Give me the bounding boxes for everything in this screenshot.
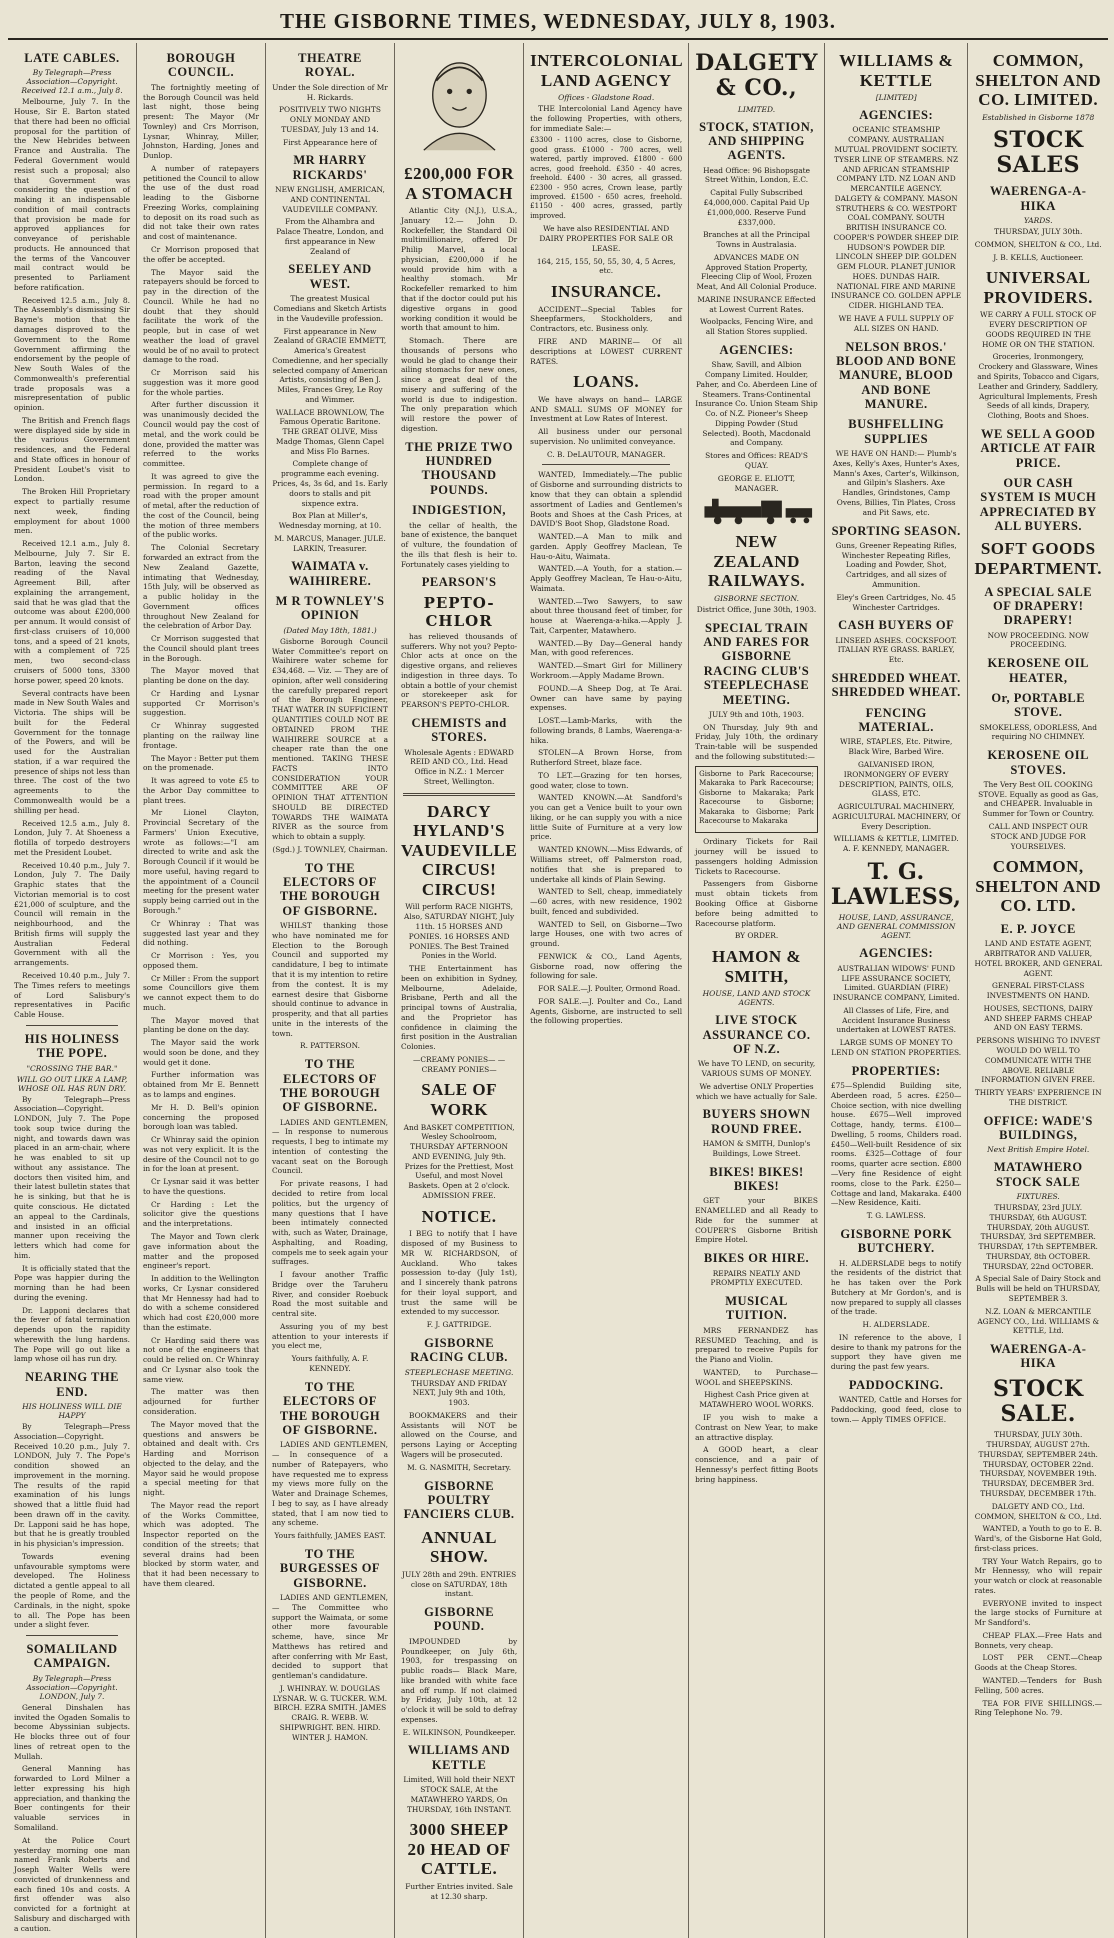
bushfelling-heading: BUSHFELLING SUPPLIES: [848, 417, 945, 446]
stock-sales-heading: STOCK SALES: [992, 126, 1084, 178]
article-paragraph: Cr Whinray suggested planting on the railway line frontage.: [143, 721, 259, 750]
ad-text: BOOKMAKERS and their Assistants will NOT be allowed on the Course, and persons Laying or Accepting Wagers will be prosecuted.: [401, 1410, 518, 1459]
ad-signature: T. G. LAWLESS.: [866, 1211, 926, 1221]
ad-text: Under the Sole direction of Mr H. Rickards.: [272, 82, 388, 102]
article-paragraph: It is officially stated that the Pope was happier during the morning than he had been during the evening.: [14, 1263, 130, 1302]
kerosene-heading: KEROSENE OIL HEATER,: [987, 656, 1089, 685]
ad-text: First appearance in New Zealand of GRACIE EMMETT, America's Greatest Comedienne, and her specially selected company of American Artists, consisting of Ben J. Miles, Frances Grey, Le Roy and Wimmer.: [272, 326, 388, 404]
article-paragraph: After further discussion it was unanimously decided the Council would pay the cost of metal, and the work could be done, provided the matter was referred to the works committee.: [143, 400, 259, 469]
article-paragraph: Cr Morrison proposed that the offer be accepted.: [143, 245, 259, 264]
ad-text: CALL AND INSPECT OUR STOCK AND JUDGE FOR YOURSELVES.: [988, 822, 1088, 851]
chemists-heading: CHEMISTS and STORES.: [411, 715, 507, 745]
circus-heading: DARCY HYLAND'S VAUDEVILLE CIRCUS! CIRCUS!: [401, 801, 518, 899]
sell-heading: WE SELL A GOOD ARTICLE AT FAIR PRICE.: [980, 426, 1096, 470]
ad-text: JULY 28th and 29th. ENTRIES close on SATURDAY, 18th instant.: [402, 1569, 517, 1599]
cash-buyers-heading: CASH BUYERS OF: [838, 618, 955, 633]
classified-ad: WANTED.—A Youth, for a station.— Apply Geoffrey Maclean, Te Hau-o-Aitu, Waimata.: [530, 564, 683, 593]
lawless-agencies-heading: AGENCIES:: [859, 946, 934, 961]
butchery-heading: GISBORNE PORK BUTCHERY.: [840, 1226, 953, 1256]
classified-ad: EVERYONE invited to inspect the large stocks of Furniture at Mr Sandford's.: [974, 1598, 1102, 1628]
ad-text: HOUSES, SECTIONS, DAIRY AND SHEEP FARMS CHEAP AND ON EASY TERMS.: [983, 1003, 1093, 1033]
nearing-heading: NEARING THE END.: [25, 1370, 119, 1399]
article-paragraph: The Mayor moved that the questions and answers be obtained and dealt with. Crs Harding and Morrison objected to the delay, and the Mayor said he would propose a special meeting for that night.: [143, 1419, 259, 1498]
ad-text: Eley's Green Cartridges, No. 45 Winchester Cartridges.: [836, 592, 956, 612]
article-paragraph: Further information was obtained from Mr E. Bennett as to lamps and engines.: [143, 1070, 259, 1100]
ad-text: LAND AND ESTATE AGENT, ARBITRATOR AND VALUER, HOTEL BROKER, AND GENERAL AGENT.: [974, 939, 1102, 978]
article-paragraph: Cr Harding and Lysnar supported Cr Morrison's suggestion.: [143, 688, 259, 718]
late-cables-heading: LATE CABLES.: [24, 51, 120, 65]
electors-heading: TO THE ELECTORS OF THE BOROUGH OF GISBORNE.: [279, 860, 381, 918]
burgesses-heading: TO THE BURGESSES OF GISBORNE.: [279, 1546, 381, 1590]
article-paragraph: Mr H. D. Bell's opinion concerning the proposed borough loan was tabled.: [143, 1102, 259, 1132]
ad-text: AUSTRALIAN WIDOWS' FUND LIFE ASSURANCE SOCIETY, Limited. GUARDIAN (FIRE) INSURANCE COMPANY, Limited.: [832, 963, 960, 1003]
agencies-heading: AGENCIES:: [719, 342, 794, 357]
ad-text: From the Alhambra and Palace Theatre, London, and first appearance in New Zealand of: [276, 217, 384, 256]
article-paragraph: The British and French flags were displayed side by side in the various Government residences, and the Federal and State offices in honour of President Loubet's visit to London.: [14, 415, 130, 484]
pope-sub: "CROSSING THE BAR.": [26, 1063, 118, 1073]
ad-text: We have always on hand— LARGE AND SMALL SUMS OF MONEY for Investment at Low Rates of Interest.: [530, 394, 683, 424]
dalgety-agents: STOCK, STATION, AND SHIPPING AGENTS.: [699, 119, 814, 163]
column-7: [825, 43, 969, 1938]
cycles-heading: BIKES OR HIRE.: [703, 1251, 810, 1266]
lawless-sub: HOUSE, LAND, ASSURANCE, AND GENERAL COMMISSION AGENT.: [837, 913, 956, 941]
pearsons-heading: PEARSON'S: [421, 575, 497, 590]
hamon-sub: HOUSE, LAND AND STOCK AGENTS.: [702, 989, 811, 1008]
divider: [403, 793, 515, 796]
common-shelton-heading: COMMON, SHELTON AND CO. LIMITED.: [975, 51, 1102, 110]
waimata-heading: WAIMATA v. WAIHIRERE.: [288, 559, 372, 588]
theatre-name: MR HARRY RICKARDS': [292, 153, 368, 182]
ad-signature: (Sgd.) J. TOWNLEY, Chairman.: [272, 844, 388, 854]
council-heading: BOROUGH COUNCIL.: [166, 51, 236, 80]
ad-text: WHILST thanking those who have nominated me for Election to the Borough Council and supported my candidature, I beg to intimate that it is my intention to retire from the contest. It is my earnest desire that Gisborne should continue to advance in prosperity, and that all parties unite in the interests of the town.: [272, 921, 388, 1038]
locomotive-icon: [695, 496, 818, 526]
classified-ad: WANTED to Sell, cheap, immediately—60 acres, with new residence, 1902 built, fenced and subdivided.: [530, 887, 683, 916]
ad-text: LADIES AND GENTLEMEN,— In response to numerous requests, I beg to intimate my intention of contesting the vacant seat on the Borough Council.: [272, 1117, 388, 1176]
ad-text: THURSDAY AND FRIDAY NEXT, July 9th and 10th, 1903.: [411, 1378, 508, 1408]
classified-ad: WANTED, a Youth to go to E. B. Ward's, of the Gisborne Hat Gold, first-class prices.: [974, 1524, 1102, 1553]
ad-text: District Office, June 30th, 1903.: [696, 604, 817, 614]
waerenga-heading: WAERENGA-A-HIKA: [989, 184, 1087, 213]
agencies-list: OCEANIC STEAMSHIP COMPANY. AUSTRALIAN MUTUAL PROVIDENT SOCIETY. TYSER LINE OF STEAMERS. NZ AND AFRICAN STEAMSHIP COMPANY LTD. NZ LOAN AND MERCANTILE AGENCY. DALGETY & COMPANY. MASON STRUTHERS & CO. WESTPORT COAL COMPANY. SOUTH BRITISH INSURANCE CO. COOPER'S POWDER SHEEP DIP. HUDSON'S POWDER DIP. LINCOLN SHEEP DIP. GOLDEN GEM FLOUR. PLANET JUNIOR HOES. DUNDAS HAIR. NATIONAL FIRE AND MARINE INSURANCE CO. GOLDEN APPLE CIDER. HIGHLAND TEA.: [831, 125, 962, 311]
ad-text: WIRE, STAPLES, Etc. Pitwire, Black Wire, Barbed Wire.: [840, 737, 953, 757]
ad-text: H. ALDERSLADE begs to notify the residents of the district that he has taken over the Pork Butchery at Mr Gordon's, and is now prepared to supply all classes of the trade.: [830, 1258, 962, 1317]
ad-text: GENERAL FIRST-CLASS INVESTMENTS ON HAND.: [986, 981, 1090, 1001]
ad-text: Wholesale Agents : EDWARD REID AND CO., Ltd. Head Office in N.Z.: 1 Mercer Street, Wellington.: [404, 747, 514, 786]
ad-text: We have TO LEND, on security, VARIOUS SUMS OF MONEY.: [697, 1059, 816, 1079]
lawless-heading: T. G. LAWLESS,: [830, 858, 962, 911]
ad-signature: H. ALDERSLADE.: [862, 1320, 930, 1330]
article-paragraph: Received 10.40 p.m., July 7. London, July 7. The Daily Graphic states that the Victorian memorial is to cost £21,000 of sculpture, and the Council will remain in the neighbourhood, and the British firms will supply the Australian Federal Government with all the arrangements.: [14, 860, 130, 968]
article-paragraph: The fortnightly meeting of the Borough Council was held last night, those being present: The Mayor (Mr Townley) and Crs Morrison, Lysnar, Whinray, Miller, Johnston, Harding, Jones and Dunlop.: [143, 82, 259, 161]
hamon-heading: HAMON & SMITH,: [712, 947, 802, 986]
ad-text: Atlantic City (N.J.), U.S.A., January 12.— John D. Rockefeller, the Standard Oil multimillionaire, offered Dr Philip Marvel, a local physician, £200,000 if he would provide him with a healthy stomach. Mr Rockefeller remarked to him that if the doctor could put his digestive organs in good working condition it would be worth that amount to him.: [401, 206, 518, 333]
theatre-heading: THEATRE ROYAL.: [298, 51, 362, 80]
somaliland-sub: By Telegraph—Press Association—Copyright. LONDON, July 7.: [26, 1673, 118, 1701]
article-paragraph: Cr Harding said there was not one of the engineers that could be relied on. Cr Whinray and Cr Lysnar also took the same view.: [143, 1335, 259, 1384]
article-paragraph: Mr Lionel Clayton, Provincial Secretary of the Farmers' Union Executive, wrote as follows:—"I am directed to write and ask the Borough Council if it would be more useful, having regard to the appointment of a Council meeting for the present water supply being carried out in the Borough.": [143, 808, 259, 915]
column-2: [137, 43, 266, 1938]
ad-signature: F. J. GATTRIDGE.: [426, 1320, 492, 1330]
ad-text: GALVANISED IRON, IRONMONGERY OF EVERY DESCRIPTION, PAINTS, OILS, GLASS, ETC.: [838, 759, 954, 799]
ad-text: 164, 215, 155, 50, 55, 30, 4, 5 Acres, etc.: [536, 256, 676, 276]
article-paragraph: Melbourne, July 7. In the House, Sir E. Barton stated that there had been no official proposal for the partition of the New Hebrides between France and Australia. The Federal Government would resist such a proposal; also that Government was considering the question of making it an indispensable condition of mail contracts that provision be made for approved appliances for conveyance of perishable products. He announced that the terms of the Vancouver mail contract would be presented to Parliament before ratification.: [14, 97, 130, 292]
classified-ad: FENWICK & CO., Land Agents, Gisborne road, now offering the following for sale.: [530, 951, 683, 981]
ad-text: SMOKELESS, ODORLESS, And requiring NO CHIMNEY.: [979, 722, 1097, 742]
joyce-heading: E. P. JOYCE: [1000, 921, 1076, 936]
buyers-heading: BUYERS SHOWN ROUND FREE.: [702, 1107, 811, 1136]
columns: [8, 43, 1108, 1933]
classified-ad: WANTED to Sell, on Gisborne—Two large Houses, one with two acres of ground.: [530, 919, 683, 949]
article-paragraph: Several contracts have been made in New South Wales and Victoria. The ships will be built for the Federal Government for the tonnage of the Powers, and will be used for the Australian station, if a war required the presence of ships not less than three. The cost of the two agreements to the Commonwealth would be a shilling per head.: [14, 688, 130, 815]
ad-text: Capital Fully Subscribed £4,000,000. Capital Paid Up £1,000,000. Reserve Fund £337,000.: [703, 188, 810, 227]
notice-heading: NOTICE.: [421, 1206, 497, 1226]
office-sub: Next British Empire Hotel.: [987, 1145, 1090, 1155]
ad-text: ACCIDENT—Special Tables for Sheepfarmers, Stockholders, and Contractors, etc. Business only.: [530, 304, 683, 334]
ad-text: The Very Best OIL COOKING STOVE. Equally as good as Gas, and CHEAPER. Invaluable in Summer for Town or Country.: [978, 779, 1099, 819]
ad-text: WALLACE BROWNLOW, The Famous Operatic Baritone. THE GREAT OLIVE, Miss Madge Thomas, Glenn Capel and Miss Flo Barnes.: [275, 407, 385, 456]
intercolonial-heading: INTERCOLONIAL LAND AGENCY: [530, 51, 684, 90]
article-paragraph: Received 12.1 a.m., July 8. Melbourne, July 7. Sir E. Barton, leaving the second reading of the Naval Agreement Bill, after explaining the arrangement, said that he was glad that the outcome was about £200,000 per annum. It would consist of first-class cruisers of 10,000 tons, and a speed of 21 knots, with a complement of 725 men, two second-class cruisers of 5000 tons, 3300 horse power, speed 20 knots.: [14, 539, 130, 685]
ad-signature: HAMON & SMITH, Dunlop's Buildings, Lowe Street.: [702, 1139, 811, 1158]
soft-goods-heading: SOFT GOODS DEPARTMENT.: [974, 539, 1102, 578]
musical-heading: MUSICAL TUITION.: [725, 1294, 788, 1323]
classified-ad: TEA FOR FIVE SHILLINGS.—Ring Telephone No. 79.: [974, 1698, 1102, 1718]
fencing-heading: FENCING MATERIAL.: [858, 705, 934, 735]
column-5: [524, 43, 689, 1938]
article-paragraph: In addition to the Wellington works, Cr Lysnar considered that Mr Hennessy had had to do with a scheme considered which had cost £20,000 more than the estimate.: [143, 1274, 259, 1332]
ad-text: Branches at all the Principal Towns in Australasia.: [703, 230, 810, 250]
ad-text: WE HAVE ON HAND:— Plumb's Axes, Kelly's Axes, Hunter's Axes, Mann's Axes, Carter's, Wilkinson, and Gilpin's Slashers. Axe Handles, Grindstones, Camp Ovens, Billies, Tin Plates, Cross and Pit Saws, etc.: [832, 449, 960, 517]
sale-of-work-heading: SALE OF WORK: [421, 1080, 497, 1120]
article-paragraph: The Mayor moved that planting be done on the day.: [143, 666, 259, 686]
article-paragraph: At the Police Court yesterday morning one man named Frank Roberts and Joseph Walter Wells were convicted of drunkenness and each fined 10s and costs. A first offender was also convicted for a fortnight at Salisbury and discharged with a caution.: [14, 1835, 130, 1933]
divider: [26, 1635, 118, 1636]
article-paragraph: Cr Whinray : That was suggested last year and they did nothing.: [143, 918, 259, 948]
properties-list: £75—Splendid Building site, Aberdeen road, 5 acres. £250—Choice section, with nice dwelling house. £675—Well improved Cottage, handy, terms. £100—Dwelling, 5 rooms, Childers road. £450—Well-built Residence of six rooms. £325—Cottage of four rooms, quarter acre section. £800—Very fine Residence of eight rooms, close to the Park. £250—Cottage and land, Makaraka. £400—New Residence, Kaiti.: [830, 1081, 962, 1208]
ad-text: LARGE SUMS OF MONEY TO LEND ON STATION PROPERTIES.: [831, 1038, 962, 1057]
ad-text: AGRICULTURAL MACHINERY, AGRICULTURAL MACHINERY, Of Every Description.: [832, 802, 961, 831]
fixtures-list: THURSDAY, JULY 30th. THURSDAY, AUGUST 27th. THURSDAY, SEPTEMBER 24th. THURSDAY, OCTOBER 22nd. THURSDAY, NOVEMBER 19th. THURSDAY, DECEMBER 3rd. THURSDAY, DECEMBER 17th.: [978, 1430, 1098, 1498]
article-paragraph: The Colonial Secretary forwarded an extract from the New Zealand Gazette, intimating that Wednesday, 15th July, will be observed as a public holiday in the Government offices throughout New Zealand for the celebration of Arbor Day.: [143, 543, 259, 631]
ad-text: Guns, Greener Repeating Rifles, Winchester Repeating Rifles, Loading and Powder, Shot, Cartridges, and all sizes of Ammunition.: [835, 540, 957, 589]
classified-ad: WANTED.—By Day—General handy Man, with good references.: [530, 638, 683, 658]
stomach-ad-caption: £200,000 FOR A STOMACH: [404, 164, 515, 203]
ad-signature: M. G. NASMITH, Secretary.: [407, 1462, 512, 1472]
ad-text: THURSDAY, JULY 30th.: [994, 226, 1083, 236]
ad-text: FIRE AND MARINE— Of all descriptions at LOWEST CURRENT RATES.: [530, 337, 683, 366]
ad-text: IMPOUNDED by Poundkeeper, on July 6th, 1903, for trespassing on public roads— Black Mare, like branded with white face and off rump. If not claimed by Friday, July 10th, at 12 o'clock it will be sold to defray expenses.: [401, 1636, 518, 1724]
classified-ad: WANTED.—Tenders for Bush Felling, 500 acres.: [974, 1675, 1102, 1695]
ad-text: JULY 9th and 10th, 1903.: [709, 709, 804, 719]
article-paragraph: By Telegraph—Press Association—Copyright. LONDON, July 7. The Pope took soup twice during the night, and towards dawn was placed in an arm-chair, where he was enabled to sit up without any assistance. The doctors then visited him, and their latest bulletin states that he is sinking, but that he is quite conscious. He dictated an appeal to the Cardinals, and insisted in an official manner upon receiving the letters which had come for him.: [14, 1094, 130, 1260]
article-paragraph: Received 12.5 a.m., July 8. The Assembly's dismissing Sir Bayne's motion that the damages disproved to the Government to the Rome Government affirming the endorsement by the people of New South Wales of the Commonwealth's preferential trade proposals was a misrepresentation of public opinion.: [14, 295, 130, 413]
portrait-illustration: [406, 48, 513, 158]
ad-text: PERSONS WISHING TO INVEST WOULD DO WELL TO COMMUNICATE WITH THE ABOVE. RELIABLE INFORMATION GIVEN FREE.: [976, 1036, 1101, 1085]
kerosene-stoves-heading: KEROSENE OIL STOVES.: [987, 748, 1089, 777]
classified-ad: LOST.—Lamb-Marks, with the following brands, 8 Lambs, Waerenga-a-hika.: [530, 716, 683, 745]
intercolonial-sub: Offices - Gladstone Road.: [558, 93, 655, 103]
ad-text: The greatest Musical Comedians and Sketch Artists in the Vaudeville profession.: [273, 294, 387, 323]
loans-heading: LOANS.: [573, 372, 640, 392]
ad-text: IN reference to the above, I desire to thank my patrons for the support they have given me during the past few years.: [830, 1332, 962, 1372]
column-6: [689, 43, 825, 1938]
ad-text: WE CARRY A FULL STOCK OF EVERY DESCRIPTION OF GOODS REQUIRED IN THE HOME OR ON THE STATION.: [980, 310, 1097, 349]
sporting-heading: SPORTING SEASON.: [831, 523, 961, 538]
article-paragraph: It was agreed to give the permission. In regard to a road with the proper amount of metal, after the reduction of the cost of the Council, being the motion of three members of the public works.: [143, 471, 259, 540]
column-1: [8, 43, 137, 1938]
ad-text: ON Thursday, July 9th and Friday, July 10th, the ordinary Train-table will be suspended and the following substituted:—: [695, 722, 818, 762]
ad-text: NOW PROCEEDING. NOW PROCEEDING.: [987, 630, 1089, 650]
article-paragraph: Dr. Lapponi declares that the fever of fatal termination depends upon the rapidity wherewith the lung hardens. The Pope will go out like a lamp whose oil has run dry.: [14, 1305, 130, 1364]
pope-sub-2: WILL GO OUT LIKE A LAMP, WHOSE OIL HAS RUN DRY.: [16, 1074, 128, 1093]
ad-text: J. B. KELLS, Auctioneer.: [993, 252, 1084, 262]
ad-text: Shaw, Savill, and Albion Company Limited. Houlder, Paher, and Co. Aberdeen Line of Steamers. Trans-Continental Insurance Co. Union Steam Ship Co. of N.Z. Pioneer's Sheep Dipping Powder (Stud Selected). Booth, Macdonald and Company.: [695, 360, 818, 448]
ad-text: Box Plan at Miller's, Wednesday morning, at 10.: [278, 511, 382, 531]
ad-text: All business under our personal supervision. No unlimited conveyance.: [530, 427, 683, 446]
ad-text: We have also RESIDENTIAL AND DAIRY PROPERTIES FOR SALE OR LEASE.: [539, 224, 673, 253]
article-paragraph: Towards evening unfavourable symptoms were developed. The Holiness dictated a gentle appeal to all the people of Rome, and the Cardinals, in the night, spoke to all. The Pope has been under a slight fever.: [14, 1551, 130, 1630]
classified-ad: TRY Your Watch Repairs, go to Mr Hennessy, who will repair your watch or clock at reasonable rates.: [974, 1556, 1102, 1595]
ad-text: Assuring you of my best attention to your interests if you elect me,: [272, 1321, 388, 1351]
ad-text: GET your BIKES ENAMELLED and all Ready to Ride for the summer at COUPER'S Gisborne British Empire Hotel.: [695, 1196, 818, 1245]
article-paragraph: A number of ratepayers petitioned the Council to allow the use of the dust road leading to the Gisborne Freezing Works, complaining to deposit on its road such as did not take their own rates and cost of maintenance.: [143, 163, 259, 242]
classified-ad: STOLEN—A Brown Horse, from Rutherford Street, blaze face.: [530, 748, 683, 768]
live-stock-heading: LIVE STOCK ASSURANCE CO. OF N.Z.: [702, 1013, 811, 1056]
ad-text: THE Entertainment has been on exhibition in Sydney, Melbourne, Adelaide, Brisbane, Perth and all the principal towns of Australia, and the Proprietor has confidence in claiming the first position in the Australian Colonies.: [401, 964, 518, 1052]
yards-sub: YARDS.: [1023, 215, 1053, 225]
article-paragraph: Cr Morrison : Yes, you opposed them.: [143, 951, 259, 970]
wk-heading: WILLIAMS AND KETTLE: [407, 1743, 511, 1772]
ad-text: A GOOD heart, a clear conscience, and a pair of Hennessy's perfect fitting Boots bring happiness.: [695, 1445, 818, 1484]
column-4: [395, 43, 524, 1938]
ad-text: M. MARCUS, Manager. JULE. LARKIN, Treasurer.: [274, 533, 386, 553]
wk-agencies-heading: AGENCIES:: [859, 108, 934, 123]
article-paragraph: The Mayor : Better put them on the promenade.: [143, 753, 259, 773]
ad-text: Further Entries invited. Sale at 12.30 sharp.: [405, 1881, 513, 1901]
paddocking-heading: PADDOCKING.: [848, 1377, 944, 1392]
indigestion-heading: INDIGESTION,: [412, 503, 507, 518]
ad-text: Head Office: 96 Bishopsgate Street Within, London, E.C.: [703, 165, 810, 185]
article-paragraph: Cr Harding : Let the solicitor give the questions and the interpretations.: [143, 1199, 259, 1229]
established-sub: Established in Gisborne 1878: [982, 112, 1095, 122]
article-paragraph: The Mayor read the report of the Works Committee, which was adopted. The Inspector reported on the condition of the streets; that several drains had been blocked by storm water, and that it had been necessary to have them cleared.: [143, 1500, 259, 1588]
ad-text: For private reasons, I had decided to retire from local politics, but the urgency of many questions that I have been intimately connected with, such as Water, Drainage, Asphalting, and Roading, compels me to seek again your suffrages.: [272, 1179, 389, 1267]
article-paragraph: General Manning has forwarded to Lord Milner a letter expressing his high appreciation, and thanking the Boer contingents for their valuable services in Somaliland.: [14, 1764, 130, 1832]
portable-stove-heading: Or, PORTABLE STOVE.: [991, 690, 1086, 720]
ad-text: LADIES AND GENTLEMEN,— The Committee who support the Waimata, or some other more favourable scheme, have, since Mr Matthews has retired and after conferring with Mr East, decided to support that gentleman's candidature.: [272, 1593, 388, 1681]
article-paragraph: Received 12.5 a.m., July 8. London, July 7. At Shoeness a flotilla of torpedo destroyers met the President Loubet.: [14, 818, 130, 857]
ad-text: Will perform RACE NIGHTS, Also, SATURDAY NIGHT, July 11th. 15 HORSES AND PONIES. 16 HORSES AND PONIES. The Best Trained Ponies in the World.: [404, 902, 515, 961]
ad-signature: N.Z. LOAN & MERCANTILE AGENCY CO., Ltd. WILLIAMS & KETTLE, Ltd.: [977, 1306, 1100, 1336]
railways-sub: GISBORNE SECTION.: [714, 593, 799, 603]
ad-signature: WILLIAMS & KETTLE, LIMITED. A. F. KENNEDY, MANAGER.: [833, 834, 959, 854]
article-paragraph: The Broken Hill Proprietary expect to partially resume next week, finding employment for about 1000 men.: [14, 487, 130, 536]
ad-text: COMMON, SHELTON & CO., Ltd.: [974, 239, 1102, 249]
classified-ad: WANTED.—Smart Girl for Millinery Workroom.—Apply Madame Brown.: [530, 661, 683, 680]
common-shelton-heading-2: COMMON, SHELTON AND CO. LTD.: [975, 857, 1102, 916]
ad-text: First Appearance here of: [283, 137, 377, 147]
shredded-heading: SHREDDED WHEAT. SHREDDED WHEAT.: [831, 670, 961, 700]
townley-sub: (Dated May 18th, 1881.): [283, 625, 377, 635]
article-paragraph: The Mayor said the ratepayers should be forced to pay in the direction of the Council. While he had no doubt that they should facilitate the work of the people, but in case of wet weather the load of gravel would be of no avail to protect damage to the road.: [143, 267, 259, 365]
ad-text: —CREAMY PONIES— —CREAMY PONIES—: [413, 1054, 506, 1074]
article-paragraph: It was agreed to vote £5 to the Arbor Day committee to plant trees.: [143, 776, 259, 805]
wk-heading: WILLIAMS & KETTLE: [839, 51, 954, 90]
racing-sub: STEEPLECHASE MEETING.: [404, 1367, 514, 1377]
poultry-heading: GISBORNE POULTRY FANCIERS CLUB.: [403, 1478, 515, 1522]
somaliland-heading: SOMALILAND CAMPAIGN.: [26, 1642, 118, 1671]
ad-signature: Yours faithfully, A. F. KENNEDY.: [291, 1354, 369, 1374]
article-paragraph: General Dinshalen has invited the Ogaden Somalis to become Abyssinian subjects. He blocks three out of four lines of retreat open to the Mullah.: [14, 1702, 130, 1761]
electors-heading: TO THE ELECTORS OF THE BOROUGH OF GISBORNE.: [279, 1057, 381, 1115]
ad-text: THE Intercolonial Land Agency have the following Properties, with others, for immediate Sale:—: [530, 104, 683, 133]
ad-text: A Special Sale of Dairy Stock and Bulls will be held on THURSDAY, SEPTEMBER 3.: [975, 1274, 1102, 1303]
ad-text: Gisborne Borough Council Water Committee's report on Waihirere water scheme for £34,468. — Viz. — They are of opinion, after well considering the carefully prepared report of the Borough Engineer, THAT WATER IN SUFFICIENT QUANTITIES COULD NOT BE OBTAINED FROM THE WAIHIRERE SOURCE at a cheaper rate than the one mentioned. TAKING THESE FACTS INTO CONSIDERATION YOUR COMMITTEE ARE OF OPINION THAT ATTENTION SHOULD BE DIRECTED TOWARDS THE WAIMATA RIVER as the source from which to obtain a supply.: [272, 636, 388, 842]
ad-text: POSITIVELY TWO NIGHTS ONLY MONDAY AND TUESDAY, July 13 and 14.: [279, 105, 381, 134]
pound-heading: GISBORNE POUND.: [424, 1605, 495, 1634]
ad-text: Complete change of programme each evening. Prices, 4s, 3s 6d, and 1s. Early doors to stalls and pit sixpence extra.: [272, 459, 388, 508]
ad-text: the cellar of health, the bane of existence, the banquet of vulture, the foundation of the ills that flesh is heir to. Fortunately cases yielding to: [401, 520, 518, 569]
ad-signature: R. PATTERSON.: [300, 1041, 360, 1051]
article-paragraph: Received 10.40 p.m., July 7. The Times refers to meetings of Lord Salisbury's representatives in Pacific Cable House.: [14, 970, 130, 1020]
article-paragraph: The Mayor said the work would soon be done, and they would get it done.: [143, 1038, 259, 1067]
article-paragraph: The matter was then adjourned for further consideration.: [143, 1387, 259, 1416]
office-heading: OFFICE: WADE'S BUILDINGS,: [983, 1113, 1093, 1142]
classified-ad: WANTED KNOWN.—Miss Edwards, of Williams street, off Palmerston road, notifies that she is prepared to undertake all kinds of Plain Sewing.: [530, 845, 683, 884]
column-3: [266, 43, 395, 1938]
classified-ad: WANTED.—A Man to milk and garden. Apply Geoffrey Maclean, Te Hau-o-Aitu, Waimata.: [530, 532, 683, 561]
ad-text: WANTED, to Purchase—WOOL and SHEEPSKINS.: [695, 1367, 818, 1387]
ad-text: REPAIRS NEATLY AND PROMPTLY EXECUTED.: [710, 1268, 803, 1288]
ad-text: MRS FERNANDEZ has RESUMED Teaching, and is prepared to receive Pupils for the Piano and Violin.: [695, 1325, 818, 1365]
insurance-heading: INSURANCE.: [551, 282, 662, 302]
ad-text: I favour another Traffic Bridge over the Taruheru River, and consider Roebuck Road the most suitable and central site.: [272, 1270, 388, 1319]
ad-text: MARINE INSURANCE Effected at Lowest Current Rates.: [697, 294, 816, 314]
ad-text: IF you wish to make a Contrast on New Year, to make an attractive display.: [695, 1412, 818, 1442]
ad-text: WE HAVE A FULL SUPPLY OF ALL SIZES ON HAND.: [838, 314, 954, 333]
ad-text: Groceries, Ironmongery, Crockery and Glassware, Wines and Spirits, Tobacco and Cigars, Leather and Grindery, Saddlery, Agricultural Implements, Fresh Seeds of all kinds, Drapery, Clothing, Boots and Shoes.: [977, 352, 1100, 421]
classified-ad: LOST PER CENT.—Cheap Goods at the Cheap Stores.: [974, 1653, 1102, 1673]
classified-ad: FOR SALE.—J. Poulter and Co., Land Agents, Gisborne, are instructed to sell the following properties.: [530, 996, 683, 1026]
prize-heading: THE PRIZE TWO HUNDRED THOUSAND POUNDS.: [405, 439, 513, 497]
ad-text: LINSEED ASHES. COCKSFOOT. ITALIAN RYE GRASS. BARLEY, Etc.: [835, 635, 957, 665]
article-paragraph: Cr Miller : From the support some Councillors give them we cannot expect them to do much.: [143, 973, 259, 1012]
ad-signature: BY ORDER.: [734, 931, 779, 941]
fixtures-list: THURSDAY, 23rd JULY. THURSDAY, 6th AUGUST. THURSDAY, 20th AUGUST. THURSDAY, 3rd SEPTEMBER. THURSDAY, 17th SEPTEMBER. THURSDAY, 8th OCTOBER. THURSDAY, 22nd OCTOBER.: [978, 1203, 1098, 1271]
matawhero-heading: MATAWHERO STOCK SALE: [993, 1160, 1083, 1189]
late-cables-sub: By Telegraph—Press Association—Copyright. Received 12.1 a.m., July 8.: [21, 68, 123, 96]
ad-text: WANTED, Cattle and Horses for Paddocking, good feed, close to town.— Apply TIMES OFFICE.: [830, 1395, 962, 1424]
masthead-title: THE GISBORNE TIMES, WEDNESDAY, JULY 8, 1903.: [280, 9, 836, 33]
waerenga-heading-2: WAERENGA-A-HIKA: [989, 1342, 1087, 1371]
ad-text: THIRTY YEARS' EXPERIENCE IN THE DISTRICT.: [974, 1088, 1102, 1107]
properties-heading: PROPERTIES:: [851, 1063, 941, 1078]
ad-signature: Yours faithfully, JAMES EAST.: [274, 1531, 386, 1541]
railways-heading: NEW ZEALAND RAILWAYS.: [707, 532, 806, 591]
bikes-heading: BIKES! BIKES! BIKES!: [709, 1164, 804, 1193]
nelson-heading: NELSON BROS.' BLOOD AND BONE MANURE, BLOOD AND BONE MANURE.: [836, 339, 957, 412]
ad-text: Passengers from Gisborne must obtain tickets from Booking Office at Gisborne before being admitted to Racecourse platform.: [695, 879, 818, 928]
ad-text: Ordinary Tickets for Rail journey will be issued to passengers holding Admission Tickets to Racecourse.: [695, 837, 818, 876]
masthead: [8, 4, 1108, 40]
column-8: [968, 43, 1108, 1938]
ad-signature: C. B. DeLAUTOUR, MANAGER.: [546, 449, 666, 459]
article-paragraph: Cr Morrison said his suggestion was it more good for the whole parties.: [143, 368, 259, 397]
ad-subheading: SEELEY AND WEST.: [288, 262, 372, 291]
nearing-sub: HIS HOLINESS WILL DIE HAPPY: [22, 1401, 122, 1420]
ad-text: LADIES AND GENTLEMEN,— In consequence of a number of Ratepayers, who have requested me to express my views more fully on the Water and Drainage Schemes, I beg to say, as I have already stated, that I am now tied to any scheme.: [272, 1440, 388, 1528]
classified-ad: TO LET.—Grazing for ten horses, good water, close to town.: [530, 770, 683, 790]
article-paragraph: By Telegraph—Press Association—Copyright. Received 10.20 p.m., July 7. LONDON, July 7. The Pope's condition showed an improvement in the morning. The results of the rapid examination of his lungs showed that a little fluid had been drawn off in the cavity. Dr. Lapponi said he has hope, but that he is greatly troubled in his physician's impression.: [14, 1421, 130, 1549]
racing-heading: GISBORNE RACING CLUB.: [410, 1335, 508, 1365]
fixtures-sub: FIXTURES.: [1016, 1192, 1060, 1202]
ad-text: Stores and Offices: READ'S QUAY.: [705, 451, 808, 470]
electors-heading: TO THE ELECTORS OF THE BOROUGH OF GISBORNE.: [279, 1379, 381, 1437]
ad-signature: J. WHINRAY. W. DOUGLAS LYSNAR. W. G. TUCKER. W.M. BIRCH. EZRA SMITH. JAMES CRAIG. R. WEBB. W. SHIPWRIGHT. BEN. HIRD. WINTER J. HAMON.: [272, 1683, 388, 1742]
timetable-rows: Gisborne to Park Racecourse; Makaraka to Park Racecourse; Gisborne to Makaraka; Park Racecourse to Gisborne; Makaraka to Gisborne; Park Racecourse to Makaraka: [699, 769, 814, 825]
ad-text: Limited, Will hold their NEXT STOCK SALE, At the MATAWHERO YARDS, On THURSDAY, 16th INSTANT.: [403, 1775, 515, 1814]
classified-ad: WANTED, Immediately.—The public of Gisborne and surrounding districts to know that they can obtain a splendid assortment of Ladies and Gentlemen's Boots and Shoes at the Cash Prices, at DAVID'S Boot Shop, Gladstone Road.: [530, 470, 683, 529]
annual-show-heading: ANNUAL SHOW.: [421, 1527, 497, 1567]
wk-sub: [LIMITED]: [875, 93, 917, 103]
special-sale-heading: A SPECIAL SALE OF DRAPERY! DRAPERY!: [984, 584, 1093, 628]
townley-heading: M R TOWNLEY'S OPINION: [275, 594, 385, 623]
ad-text: And BASKET COMPETITION, Wesley Schoolroom, THURSDAY AFTERNOON AND EVENING, July 9th. Prizes for the Prettiest, Most Useful, and most Novel Baskets. Open at 2 o'clock. ADMISSION FREE.: [403, 1122, 515, 1200]
stock-count: 3000 SHEEP 20 HEAD OF CATTLE.: [407, 1820, 511, 1879]
ad-text: I BEG to notify that I have disposed of my Business to MR W. RICHARDSON, of Auckland. Who takes possession to-day (July 1st), and I sincerely thank patrons for their loyal support, and trust the same will be extended to my successor.: [401, 1229, 518, 1317]
classified-ad: WANTED KNOWN.—At Sandford's you can get a Venice built to your own liking, or he can supply you with a nice little Suite of Furniture at a very low price.: [530, 793, 683, 842]
pope-heading: HIS HOLINESS THE POPE.: [24, 1031, 120, 1061]
ad-signature: DALGETY AND CO., Ltd. COMMON, SHELTON & CO., Ltd.: [974, 1501, 1102, 1521]
cash-system-heading: OUR CASH SYSTEM IS MUCH APPRECIATED BY ALL BUYERS.: [979, 475, 1097, 534]
article-paragraph: The Mayor and Town clerk gave information about the matter and the proposed engineer's report.: [143, 1231, 259, 1271]
article-paragraph: The Mayor moved that planting be done on the day.: [143, 1015, 259, 1035]
classified-ad: FOR SALE.—J. Poulter, Ormond Road.: [538, 984, 681, 994]
special-train-heading: SPECIAL TRAIN AND FARES FOR GISBORNE RACING CLUB'S STEEPLECHASE MEETING.: [703, 620, 810, 707]
ad-text: NEW ENGLISH, AMERICAN, AND CONTINENTAL VAUDEVILLE COMPANY.: [275, 185, 385, 214]
dalgety-sub: LIMITED.: [737, 104, 776, 114]
classified-ad: WANTED.—Two Sawyers, to saw about three thousand feet of timber, for house at Waerenga-a-hika.—Apply J. Tait, Carpenter, Matawhero.: [530, 596, 683, 635]
ad-text: Stomach. There are thousands of persons who would be glad to change their ailing stomachs for new ones, since a great deal of the misery and suffering of the world is due to indigestion. The only preparation which will restore the power of digestion.: [401, 336, 518, 433]
ad-signature: GEORGE E. ELIOTT, MANAGER.: [717, 473, 796, 493]
article-paragraph: Cr Whinray said the opinion was not very explicit. It is the desire of the Council not to go in for the loan at present.: [143, 1135, 259, 1174]
property-list: £3300 - 1100 acres, close to Gisborne, good grass. £1000 - 700 acres, well watered, partly improved. £1800 - 600 acres, good freehold. £350 - 40 acres, freehold. £400 - 30 acres, all grassed. £2300 - 950 acres, Crown lease, partly improved. £1500 - 650 acres, freehold. £1150 - 400 acres, grassed, partly improved.: [530, 136, 683, 220]
ad-text: Woolpacks, Fencing Wire, and all Station Stores supplied.: [699, 317, 814, 337]
stock-sale-heading: STOCK SALE.: [992, 1375, 1084, 1428]
dalgety-heading: DALGETY & CO.,: [695, 50, 818, 102]
ad-text: ADVANCES MADE ON Approved Station Property, Fleecing Clip of Wool, Frozen Meat, And All Colonial Produce.: [696, 252, 817, 292]
divider: [26, 1025, 118, 1026]
ad-signature: E. WILKINSON, Poundkeeper.: [402, 1727, 516, 1737]
divider: [542, 464, 670, 465]
ad-text: We advertise ONLY Properties which we have actually for Sale.: [695, 1081, 818, 1101]
timetable: [695, 766, 818, 834]
ad-text: Highest Cash Price given at MATAWHERO WOOL WORKS.: [699, 1390, 814, 1410]
classified-ad: CHEAP FLAX.—Free Hats and Bonnets, very cheap.: [974, 1630, 1102, 1650]
universal-heading: UNIVERSAL PROVIDERS.: [983, 268, 1093, 307]
pepto-chlor-heading: PEPTO-CHLOR: [423, 593, 495, 630]
ad-text: All Classes of Life, Fire, and Accident Insurance Business undertaken at LOWEST RATES.: [836, 1005, 956, 1035]
classified-ad: FOUND.—A Sheep Dog, at Te Arai. Owner can have same by paying expenses.: [530, 683, 683, 713]
article-paragraph: Cr Lysnar said it was better to have the questions.: [143, 1177, 259, 1196]
article-paragraph: Cr Morrison suggested that the Council should plant trees in the Borough.: [143, 634, 259, 663]
ad-text: has relieved thousands of sufferers. Why not you? Pepto-Chlor acts at once on the digestive organs, and relieves indigestion in three days. To obtain a bottle of your chemist or storekeeper ask for PEARSON'S PEPTO-CHLOR.: [401, 631, 518, 710]
